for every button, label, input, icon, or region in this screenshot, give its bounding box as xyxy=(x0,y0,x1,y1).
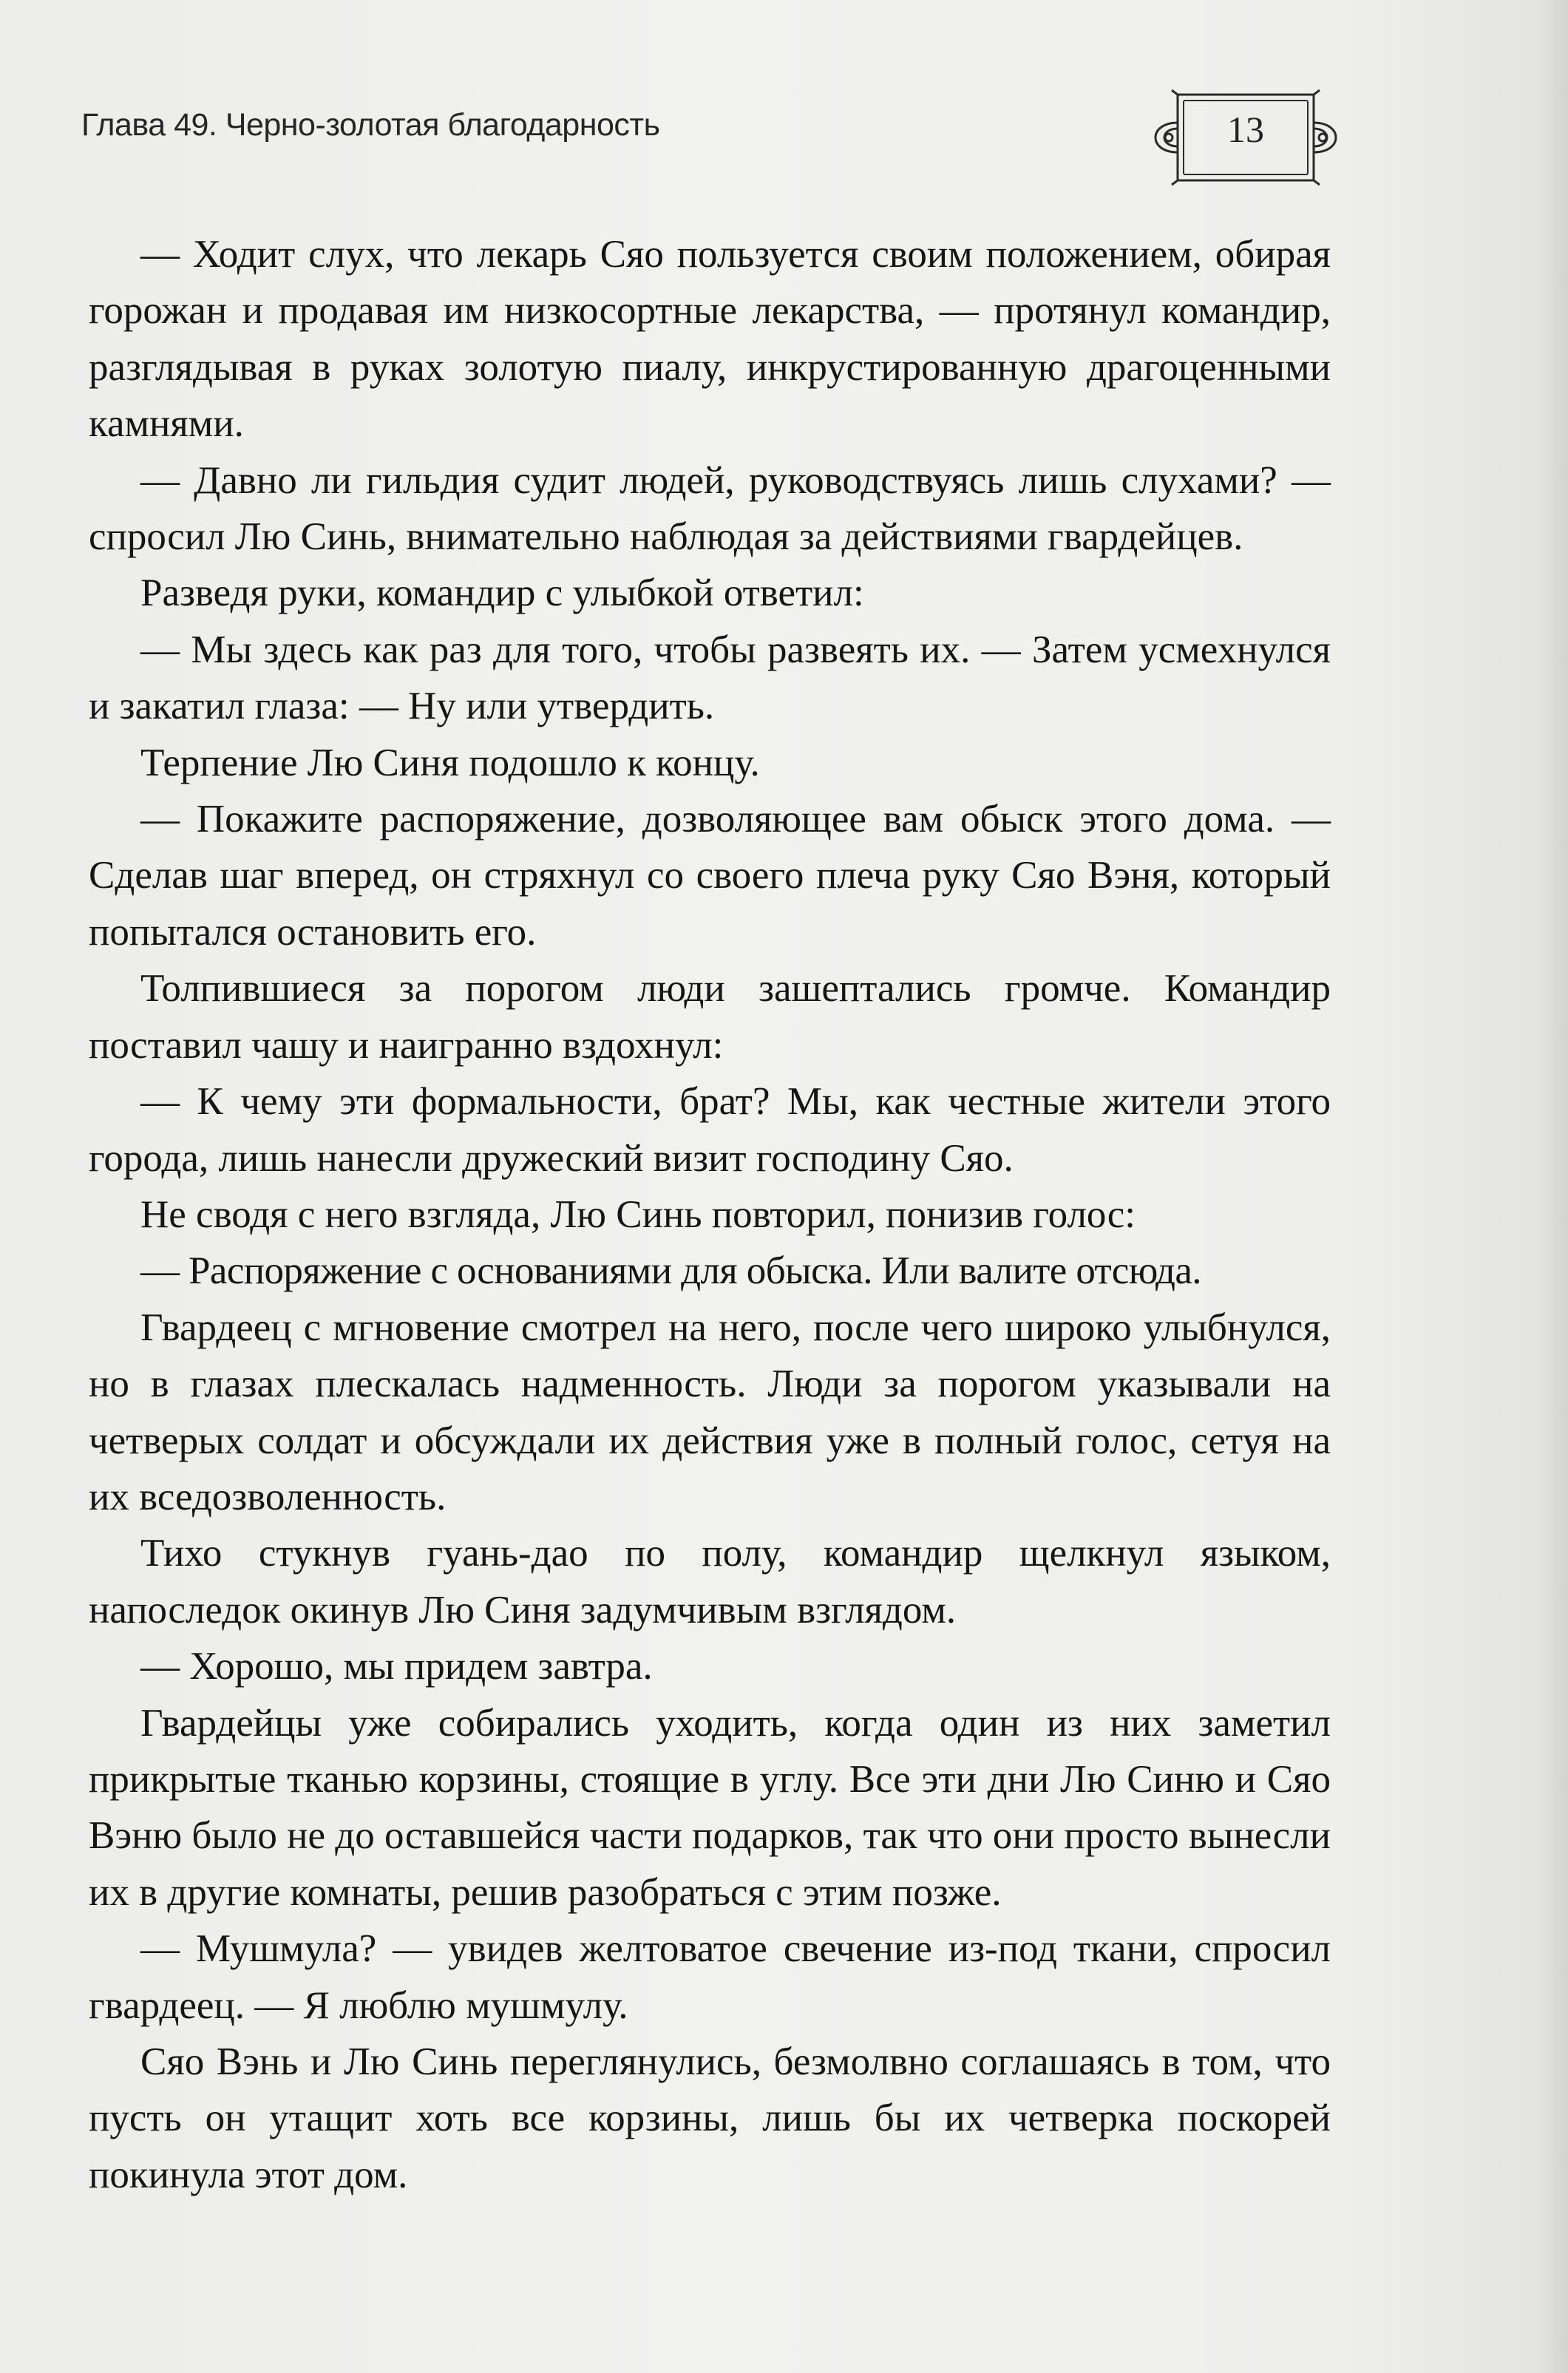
paragraph: — Распоряжение с основаниями для обыска. Или валите отсюда. xyxy=(140,1249,1201,1293)
page-number: 13 xyxy=(1227,109,1264,150)
page-number-frame xyxy=(1150,87,1342,188)
paragraph: — Покажите распоряжение, дозволяющее вам обыск этого дома. — Сделав шаг вперед, он стряхнул со своего плеча руку Сяо Вэня, который попытался остановить его. xyxy=(89,798,1331,954)
paragraph: Сяо Вэнь и Лю Синь переглянулись, безмолвно соглашаясь в том, что пусть он утащит хоть все корзины, лишь бы их четверка поскорей покинула этот дом. xyxy=(89,2040,1331,2196)
paragraph: Тихо стукнув гуань-дао по полу, командир щелкнул языком, напоследок окинув Лю Синя задумчивым взглядом. xyxy=(89,1532,1331,1632)
paragraph: Разведя руки, командир с улыбкой ответил: xyxy=(140,571,864,615)
paragraph: — Хорошо, мы придем завтра. xyxy=(140,1645,653,1688)
paragraph: — Мы здесь как раз для того, чтобы развеять их. — Затем усмехнулся и закатил глаза: — Ну или утвердить. xyxy=(89,628,1331,728)
paragraph: — Ходит слух, что лекарь Сяо пользуется своим положением, обирая горожан и продавая им низкосортные лекарства, — протянул командир, разглядывая в руках золотую пиалу, инкрустированную драгоценными камнями. xyxy=(89,233,1331,446)
paragraph: Толпившиеся за порогом люди зашептались громче. Командир поставил чашу и наигранно вздохнул: xyxy=(89,967,1331,1067)
body-text xyxy=(89,226,1331,2203)
paragraph: — К чему эти формальности, брат? Мы, как честные жители этого города, лишь нанесли дружеский визит господину Сяо. xyxy=(89,1080,1331,1180)
paragraph: Не сводя с него взгляда, Лю Синь повторил, понизив голос: xyxy=(140,1192,1136,1236)
page-edge-shadow xyxy=(1538,0,1568,2373)
running-title: Глава 49. Черно-золотая благодарность xyxy=(81,107,660,143)
paragraph: Гвардеец с мгновение смотрел на него, после чего широко улыбнулся, но в глазах плескалась надменность. Люди за порогом указывали на четверых солдат и обсуждали их действия уже в полный голос, сетуя на их вседозволенность. xyxy=(89,1306,1331,1518)
paragraph: — Мушмула? — увидев желтоватое свечение из-под ткани, спросил гвардеец. — Я люблю мушмулу. xyxy=(89,1927,1331,2027)
paragraph: Терпение Лю Синя подошло к концу. xyxy=(140,741,760,784)
paragraph: — Давно ли гильдия судит людей, руководствуясь лишь слухами? — спросил Лю Синь, внимательно наблюдая за действиями гвардейцев. xyxy=(89,458,1331,559)
paragraph: Гвардейцы уже собирались уходить, когда один из них заметил прикрытые тканью корзины, стоящие в углу. Все эти дни Лю Синю и Сяо Вэню было не до оставшейся части подарков, так что они просто вынесли их в другие комнаты, решив разобраться с этим позже. xyxy=(89,1701,1331,1914)
